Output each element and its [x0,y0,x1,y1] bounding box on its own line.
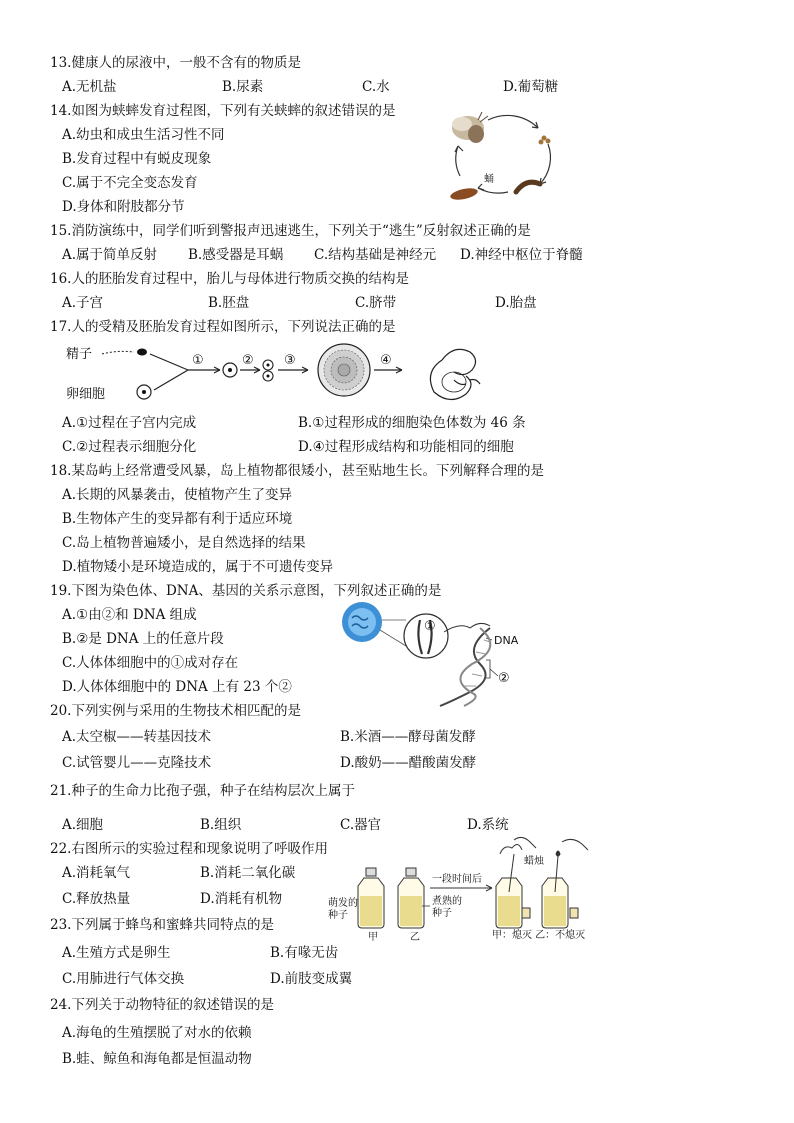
q21-option-b[interactable]: B.组织 [200,817,242,833]
q17-option-c[interactable]: C.②过程表示细胞分化 [62,439,197,455]
gene-bracket [486,660,490,678]
q18-option-d[interactable]: D.植物矮小是环境造成的，属于不可遗传变异 [62,559,334,575]
q22-option-b[interactable]: B.消耗二氧化碳 [200,865,296,881]
q14-option-a[interactable]: A.幼虫和成虫生活习性不同 [62,127,225,143]
q13-stem: 13.健康人的尿液中，一般不含有的物质是 [50,55,301,71]
q16-option-b[interactable]: B.胚盘 [208,295,250,311]
fusion-lines [150,354,188,390]
sperm-tail [102,351,134,354]
q18-option-b[interactable]: B.生物体产生的变异都有利于适应环境 [62,511,293,527]
q13-option-a[interactable]: A.无机盐 [62,79,117,95]
q23-option-a[interactable]: A.生殖方式是卵生 [62,945,171,961]
q18-option-a[interactable]: A.长期的风暴袭击，使植物产生了变异 [62,487,293,503]
q18-stem: 18.某岛屿上经常遭受风暴，岛上植物都很矮小，甚至贴地生长。下列解释合理的是 [50,463,544,479]
adult-moth-image [452,112,488,143]
q16-option-a[interactable]: A.子宫 [62,295,104,311]
step-1-label: ① [192,353,204,368]
germinating-label-2: 种子 [328,910,348,921]
q20-option-a[interactable]: A.太空椒——转基因技术 [62,729,212,745]
time-label: 一段时间后 [432,874,482,885]
jar-jia [358,868,384,928]
moth-lifecycle-figure [440,106,570,206]
q13-option-b[interactable]: B.尿素 [222,79,264,95]
q22-option-d[interactable]: D.消耗有机物 [200,891,283,907]
q16-option-d[interactable]: D.胎盘 [495,295,537,311]
cycle-arrow-1 [488,115,538,128]
zoom-line-bottom [380,630,406,646]
eggs-image [539,136,551,145]
germinating-label-1: 萌发的 [328,898,358,909]
chromosome-dna-figure [340,598,530,710]
q15-option-d[interactable]: D.神经中枢位于脊髓 [460,247,583,263]
jar-jia-label: 甲 [368,932,378,943]
q13-option-d[interactable]: D.葡萄糖 [503,79,559,95]
q19-option-a[interactable]: A.①由②和 DNA 组成 [62,607,197,623]
chromosome-marker: ① [424,619,436,634]
dna-label: DNA [494,634,519,647]
boiled-label-1: 煮熟的 [432,896,462,907]
q19-option-d[interactable]: D.人体体细胞中的 DNA 上有 23 个② [62,679,292,695]
egg-nucleus [142,390,146,394]
cycle-arrow-2 [540,144,550,184]
q16-stem: 16.人的胚胎发育过程中，胎儿与母体进行物质交换的结构是 [50,271,409,287]
gene-marker: ② [498,671,510,686]
pupa-image [449,186,478,202]
q23-option-d[interactable]: D.前肢变成翼 [270,971,353,987]
fertilization-figure [62,340,492,410]
q17-option-a[interactable]: A.①过程在子宫内完成 [62,415,197,431]
step-3-label: ③ [284,353,296,368]
q21-option-a[interactable]: A.细胞 [62,817,104,833]
q20-option-c[interactable]: C.试管婴儿——克隆技术 [62,755,212,771]
egg-label: 卵细胞 [66,387,106,402]
q19-option-b[interactable]: B.②是 DNA 上的任意片段 [62,631,224,647]
q17-option-d[interactable]: D.④过程形成结构和功能相同的细胞 [298,439,514,455]
q24-stem: 24.下列关于动物特征的叙述错误的是 [50,997,274,1013]
q15-option-a[interactable]: A.属于简单反射 [62,247,158,263]
q23-stem: 23.下列属于蜂鸟和蜜蜂共同特点的是 [50,917,274,933]
q17-stem: 17.人的受精及胚胎发育过程如图所示，下列说法正确的是 [50,319,396,335]
cycle-arrow-4 [456,146,460,176]
q18-option-c[interactable]: C.岛上植物普遍矮小，是自然选择的结果 [62,535,306,551]
q22-stem: 22.右图所示的实验过程和现象说明了呼吸作用 [50,841,328,857]
boiled-label-2: 种子 [432,908,452,919]
jar-yi-label: 乙 [410,932,420,943]
sperm-label: 精子 [66,347,93,362]
q13-option-c[interactable]: C.水 [362,79,390,95]
q15-option-b[interactable]: B.感受器是耳蜗 [188,247,284,263]
q24-option-b[interactable]: B.蛙、鲸鱼和海龟都是恒温动物 [62,1051,252,1067]
sperm-head [137,349,147,356]
q16-option-c[interactable]: C.脐带 [355,295,397,311]
q22-option-c[interactable]: C.释放热量 [62,891,131,907]
q24-option-a[interactable]: A.海龟的生殖摆脱了对水的依赖 [62,1025,252,1041]
respiration-experiment-figure [326,834,592,944]
q17-option-b[interactable]: B.①过程形成的细胞染色体数为 46 条 [298,415,526,431]
pupa-label: 蛹 [484,174,494,185]
q20-option-b[interactable]: B.米酒——酵母菌发酵 [340,729,476,745]
jar-jia-after [496,837,536,928]
q19-option-c[interactable]: C.人体体细胞中的①成对存在 [62,655,239,671]
q14-stem: 14.如图为蛱蟀发育过程图，下列有关蛱蟀的叙述错误的是 [50,103,396,119]
jar-yi [398,868,424,928]
q14-option-c[interactable]: C.属于不完全变态发育 [62,175,198,191]
step-4-label: ④ [380,353,392,368]
q21-option-d[interactable]: D.系统 [467,817,509,833]
q21-stem: 21.种子的生命力比孢子强，种子在结构层次上属于 [50,783,355,799]
cycle-arrow-3 [478,188,508,193]
q14-option-d[interactable]: D.身体和附肢都分节 [62,199,185,215]
q22-option-a[interactable]: A.消耗氧气 [62,865,131,881]
larva-image [516,182,540,192]
q14-option-b[interactable]: B.发育过程中有蜕皮现象 [62,151,212,167]
q19-stem: 19.下图为染色体、DNA、基因的关系示意图，下列叙述正确的是 [50,583,442,599]
q20-option-d[interactable]: D.酸奶——醋酸菌发酵 [340,755,477,771]
candle-label: 蜡烛 [524,856,544,867]
embryo-image [430,349,480,399]
jar-yi-after [542,839,588,928]
q20-stem: 20.下列实例与采用的生物技术相匹配的是 [50,703,301,719]
step-2-label: ② [242,353,254,368]
result-label: 甲：熄灭 乙：不熄灭 [492,930,586,941]
q21-option-c[interactable]: C.器官 [340,817,382,833]
q15-stem: 15.消防演练中，同学们听到警报声迅速逃生，下列关于“逃生”反射叙述正确的是 [50,223,531,239]
q15-option-c[interactable]: C.结构基础是神经元 [314,247,437,263]
q23-option-b[interactable]: B.有喙无齿 [270,945,339,961]
q23-option-c[interactable]: C.用肺进行气体交换 [62,971,185,987]
